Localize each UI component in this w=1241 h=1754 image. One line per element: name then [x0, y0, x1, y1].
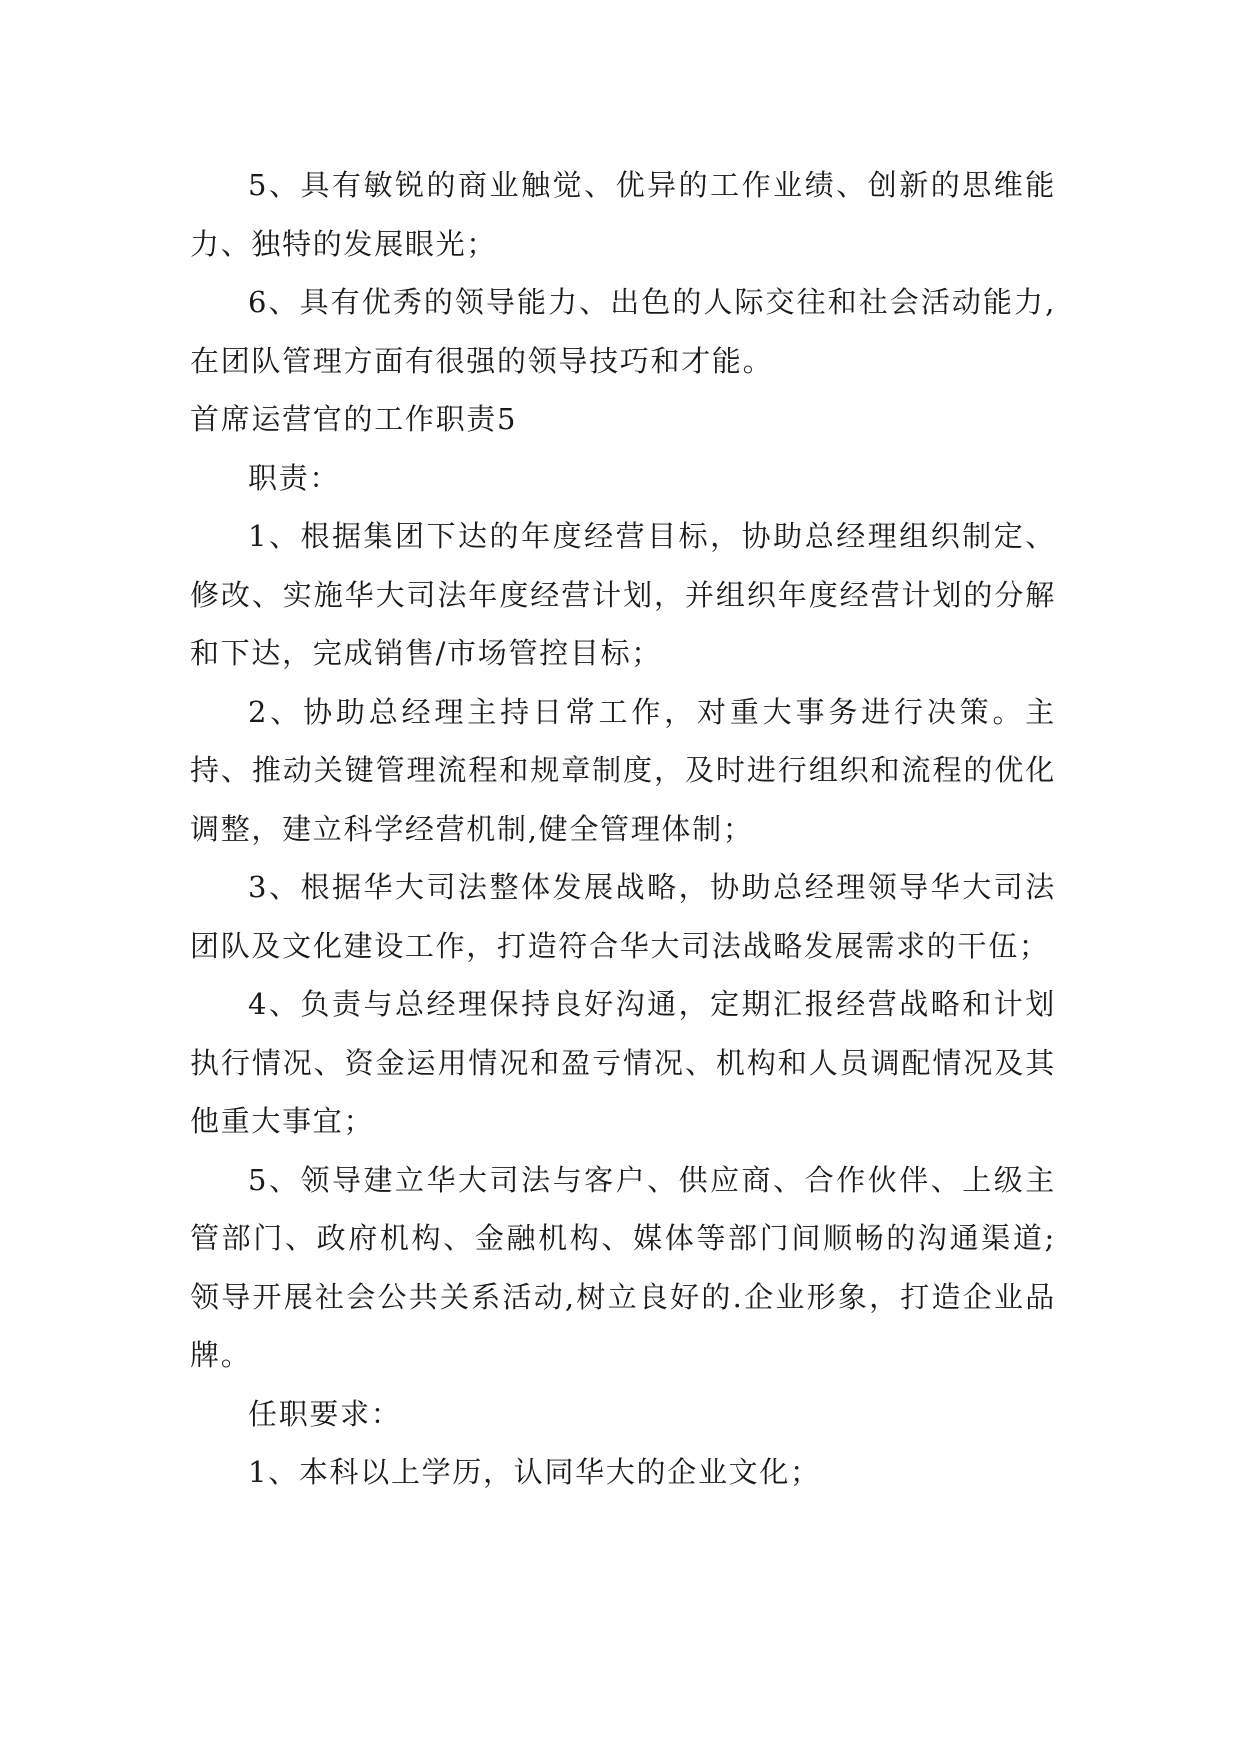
paragraph-duty-2: 2、协助总经理主持日常工作，对重大事务进行决策。主持、推动关键管理流程和规章制度，及时进行组织和流程的优化调整，建立科学经营机制,健全管理体制；	[190, 694, 1056, 846]
paragraph-requirement-1: 1、本科以上学历，认同华大的企业文化；	[248, 1455, 821, 1489]
paragraph-duty-1: 1、根据集团下达的年度经营目标，协助总经理组织制定、修改、实施华大司法年度经营计划，并组织年度经营计划的分解和下达，完成销售/市场管控目标；	[190, 519, 1056, 670]
paragraph-requirement-6: 6、具有优秀的领导能力、出色的人际交往和社会活动能力,在团队管理方面有很强的领导技巧和才能。	[190, 285, 1056, 378]
subheading-duties: 职责：	[248, 460, 341, 495]
paragraph-duty-3: 3、根据华大司法整体发展战略，协助总经理领导华大司法团队及文化建设工作，打造符合华大司法战略发展需求的干伍；	[190, 870, 1056, 963]
document-body	[190, 156, 1056, 1502]
subheading-requirements: 任职要求：	[248, 1396, 402, 1431]
paragraph-duty-4: 4、负责与总经理保持良好沟通，定期汇报经营战略和计划执行情况、资金运用情况和盈亏情况、机构和人员调配情况及其他重大事宜；	[190, 987, 1056, 1138]
paragraph-duty-5: 5、领导建立华大司法与客户、供应商、合作伙伴、上级主管部门、政府机构、金融机构、媒体等部门间顺畅的沟通渠道;领导开展社会公共关系活动,树立良好的.企业形象，打造企业品牌。	[190, 1162, 1056, 1372]
paragraph-requirement-5: 5、具有敏锐的商业触觉、优异的工作业绩、创新的思维能力、独特的发展眼光；	[190, 168, 1056, 261]
section-heading: 首席运营官的工作职责5	[190, 402, 518, 436]
